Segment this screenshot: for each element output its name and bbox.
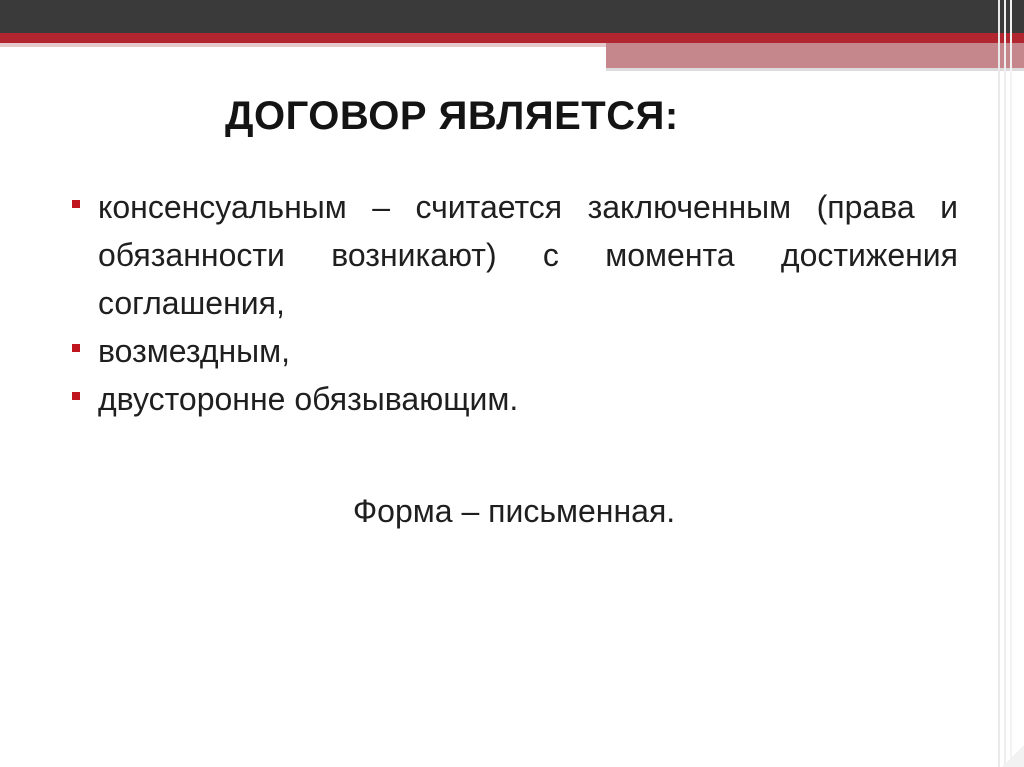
bullet-list <box>72 183 958 423</box>
form-statement: Форма – письменная. <box>352 493 676 529</box>
decorative-stripe <box>1010 0 1012 767</box>
list-item <box>72 183 958 327</box>
slide-title: ДОГОВОР ЯВЛЯЕТСЯ: <box>225 94 679 138</box>
header-bar-shadow <box>0 43 606 47</box>
header-bar-accent-block <box>606 43 1024 68</box>
square-bullet-icon <box>72 392 80 400</box>
decorative-stripe <box>998 0 1000 767</box>
corner-fold <box>1002 745 1024 767</box>
list-item <box>72 327 958 375</box>
decorative-stripe <box>1004 0 1006 767</box>
header-bar-accent-underline <box>606 68 1024 71</box>
bullet-text: двусторонне обязывающим. <box>98 381 519 417</box>
square-bullet-icon <box>72 200 80 208</box>
header-bar-red <box>0 33 1024 43</box>
header-bar-dark <box>0 0 1024 33</box>
list-item <box>72 375 958 423</box>
bullet-text: возмездным, <box>98 333 291 369</box>
square-bullet-icon <box>72 344 80 352</box>
bullet-text: консенсуальным – считается заключенным (права и обязанности возникают) с момента достижения соглашения, <box>98 189 958 321</box>
